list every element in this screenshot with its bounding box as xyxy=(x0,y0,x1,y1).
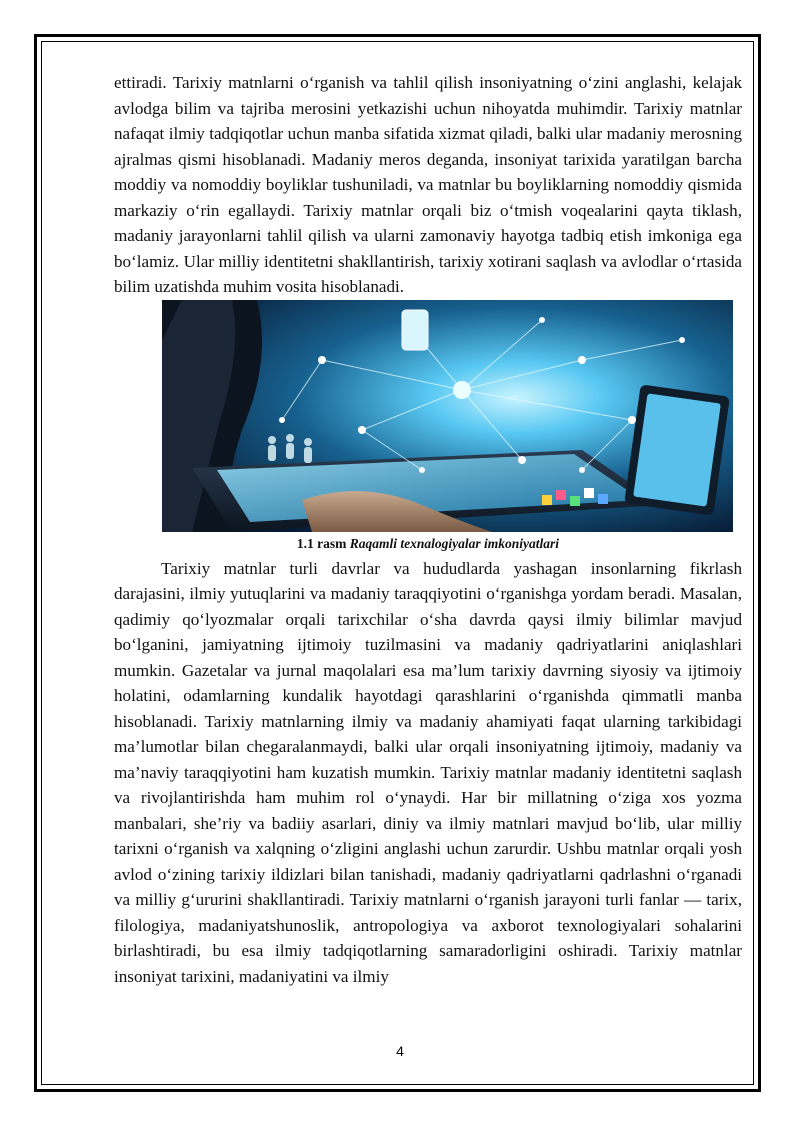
caption-title: Raqamli texnalogiyalar imkoniyatlari xyxy=(349,535,560,551)
page-number: 4 xyxy=(396,1043,404,1059)
document-page xyxy=(114,70,742,989)
digital-network-illustration xyxy=(162,300,733,532)
figure-image xyxy=(162,300,733,532)
figure-caption xyxy=(114,535,742,553)
caption-number: 1.1 rasm xyxy=(296,535,347,551)
paragraph-1: ettiradi. Tarixiy matnlarni o‘rganish va tahlil qilish insoniyatning o‘zini anglashi, kelajak avlodga bilim va tajriba merosini yetkazishi uchun nihoyatda muhimdir. Tarixiy matnlar nafaqat ilmiy tadqiqotlar uchun manba sifatida xizmat qiladi, balki ular madaniy merosning ajralmas qismi hisoblanadi. Madaniy meros deganda, insoniyat tarixida yaratilgan barcha moddiy va nomoddiy boyliklar tushuniladi, va matnlar bu boyliklarning nomoddiy qismida markaziy o‘rin egallaydi. Tarixiy matnlar orqali biz o‘tmish voqealarini qayta tiklash, madaniy jarayonlarni tahlil qilish va ularni zamonaviy hayotga tadbiq etish imkoniga ega bo‘lamiz. Ular milliy identitetni shakllantirish, tarixiy xotirani saqlash va avlodlar o‘rtasida bilim uzatishda muhim vosita hisoblanadi. xyxy=(114,73,742,296)
paragraph-2: Tarixiy matnlar turli davrlar va hududlarda yashagan insonlarning fikrlash darajasini, ilmiy yutuqlarini va madaniy taraqqiyotini o‘rganishga yordam beradi. Masalan, qadimiy qo‘lyozmalar orqali tarixchilar o‘sha davrda qaysi ilmiy bilimlar mavjud bo‘lganini, jamiyatning ijtimoiy tuzilmasini va madaniy qadriyatlarini aniqlashlari mumkin. Gazetalar va jurnal maqolalari esa ma’lum tarixiy davrning siyosiy va ijtimoiy holatini, odamlarning kundalik hayotdagi qarashlarini o‘rganishda qimmatli manba hisoblanadi. Tarixiy matnlarning ilmiy va madaniy ahamiyati faqat ularning tarkibidagi ma’lumotlar bilan chegaralanmaydi, balki ular orqali insoniyatning ijtimoiy, madaniy va ma’naviy taraqqiyotini ham kuzatish mumkin. Tarixiy matnlar madaniy identitetni saqlash va rivojlantirishda ham muhim rol o‘ynaydi. Har bir millatning o‘ziga xos yozma manbalari, she’riy va badiiy asarlari, diniy va ilmiy matnlari mavjud bo‘lib, ular milliy tarixni o‘rganish va xalqning o‘zligini anglashi uchun zarurdir. Ushbu matnlar orqali yosh avlod o‘zining tarixiy ildizlari bilan tanishadi, madaniy qadriyatlarni qadrlashni o‘rganadi va milliy g‘ururini shakllantiradi. Tarixiy matnlarni o‘rganish jarayoni turli fanlar — tarix, filologiya, madaniyatshunoslik, antropologiya va axborot texnologiyalari sohalarini birlashtiradi, bu esa ilmiy tadqiqotlarning samaradorligini oshiradi. Tarixiy matnlar insoniyat tarixini, madaniyatini va ilmiy xyxy=(114,558,742,986)
